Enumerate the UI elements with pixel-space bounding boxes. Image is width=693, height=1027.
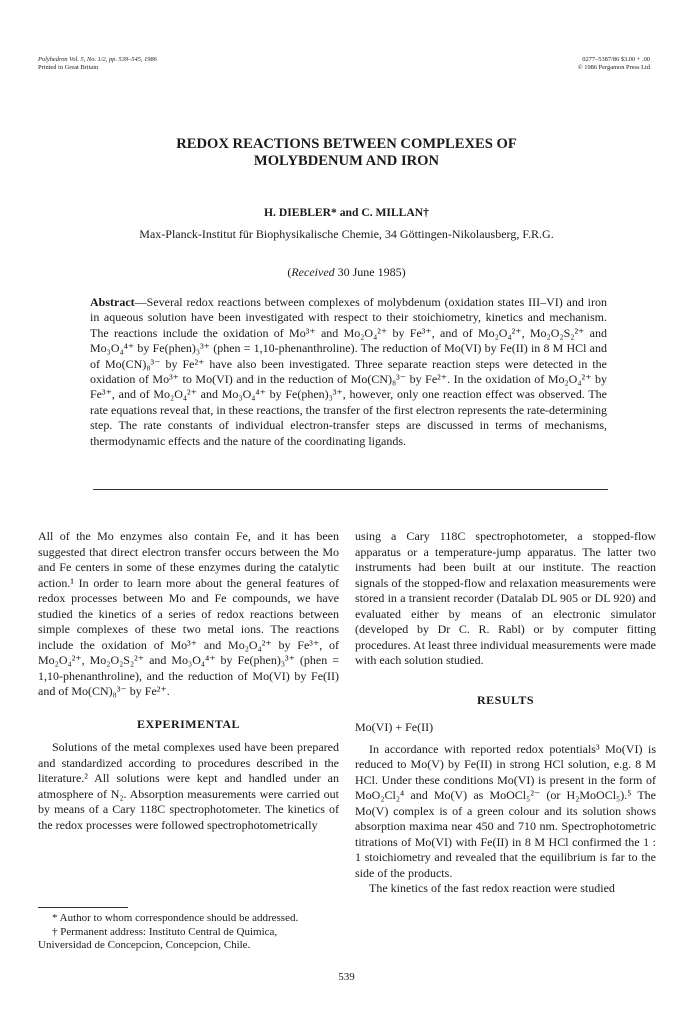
methods-paragraph: using a Cary 118C spectrophotometer, a stopped-flow apparatus or a temperature-jump apparatus. The latter two instruments had been built at our institute. The reaction signals of the stopped-flow and relaxation measurements were stored in a transient recorder (Datalab DL 905 or DL 920) and evaluated either by means of an electronic simulator (developed by Dr C. R. Rabl) or by computer fitting procedures. At least three individual measurements were made with each solution studied. bbox=[355, 529, 656, 667]
abstract-divider bbox=[93, 489, 608, 490]
right-column bbox=[355, 529, 656, 897]
received-label: Received bbox=[291, 265, 335, 279]
abstract bbox=[90, 295, 607, 449]
title-line-2: MOLYBDENUM AND IRON bbox=[253, 153, 440, 169]
journal-header-left bbox=[38, 56, 157, 72]
article-authors: H. DIEBLER* and C. MILLAN† bbox=[264, 206, 429, 219]
footnote-permanent-2: Universidad de Concepcion, Concepcion, Chile. bbox=[38, 939, 251, 951]
page-number: 539 bbox=[338, 971, 355, 983]
footnotes bbox=[38, 912, 339, 953]
article-title bbox=[60, 136, 633, 170]
received-date: (Received 30 June 1985) bbox=[287, 265, 406, 279]
footnote-permanent-1: † Permanent address: Instituto Central de Quimica, bbox=[52, 925, 278, 938]
printed-in: Printed in Great Britain bbox=[38, 64, 99, 71]
results-subheading: Mo(VI) + Fe(II) bbox=[355, 720, 434, 734]
journal-citation: Polyhedron Vol. 5, No. 1/2, pp. 539–545, 1986 bbox=[38, 56, 157, 63]
title-line-1: REDOX REACTIONS BETWEEN COMPLEXES OF bbox=[176, 136, 517, 152]
issn-price: 0277–5387/86 $3.00 + .00 bbox=[582, 56, 650, 63]
experimental-paragraph: Solutions of the metal complexes used have been prepared and standardized according to procedures described in the literature.² All solutions were kept and handled under an atmosphere of N₂. Absorption measurements were carried out by means of a Cary 118C spectrophotometer. The kinetics of the redox processes were followed spectrophotometrically bbox=[38, 740, 339, 832]
results-paragraph-2: The kinetics of the fast redox reaction were studied bbox=[369, 881, 615, 895]
author-affiliation: Max-Planck-Institut für Biophysikalische Chemie, 34 Göttingen-Nikolausberg, F.R.G. bbox=[139, 227, 554, 241]
results-paragraph: In accordance with reported redox potentials³ Mo(VI) is reduced to Mo(V) by Fe(II) in strong HCl solution, e.g. 8 M HCl. Under these conditions Mo(VI) is present in the form of MoO₂Cl₂⁴ and Mo(V) as MoOCl₅²⁻ (or H₂MoOCl₅).⁵ The Mo(V) complex is of a green colour and its solution shows absorption maxima near 450 and 710 nm. Spectrophotometric titrations of Mo(VI) with Fe(II) in 8 M HCl confirmed the 1 : 1 stoichiometry and revealed that the equilibrium is far to the side of the products. bbox=[355, 741, 656, 880]
left-column bbox=[38, 529, 339, 833]
experimental-heading: EXPERIMENTAL bbox=[136, 716, 241, 731]
footnote-corresponding: * Author to whom correspondence should be addressed. bbox=[52, 912, 299, 924]
copyright: © 1986 Pergamon Press Ltd bbox=[577, 64, 650, 71]
intro-paragraph: All of the Mo enzymes also contain Fe, and it has been suggested that direct electron transfer occurs between the Mo and Fe centers in some of these enzymes during the catalytic action.¹ In order to learn more about the general features of redox processes between Mo and Fe compounds, we have studied the kinetics of a series of redox reactions between simple complexes of these two metal ions. The reactions include the oxidation of Mo³⁺ and Mo₂O₄²⁺ by Fe³⁺, of Mo₂O₄²⁺, Mo₂O₂S₂²⁺ and Mo₃O₄⁴⁺ by Fe(phen)₃³⁺ (phen = 1,10-phenanthroline), and the reduction of Mo(VI) by Fe(II) and of Mo(CN)₈³⁻ by Fe²⁺. bbox=[38, 529, 339, 698]
received-date-value: 30 June 1985 bbox=[337, 265, 402, 279]
abstract-label: Abstract bbox=[90, 295, 135, 309]
journal-header-right bbox=[578, 56, 650, 72]
abstract-text: —Several redox reactions between complexes of molybdenum (oxidation states III–VI) and iron in aqueous solution have been investigated with respect to their stoichiometry, kinetics and mechanism. The reactions include the oxidation of Mo³⁺ and Mo₂O₄²⁺ by Fe³⁺, and of Mo₂O₄²⁺, Mo₂O₂S₂²⁺ and Mo₃O₄⁴⁺ by Fe(phen)₃³⁺ (phen = 1,10-phenanthroline). The reduction of Mo(VI) by Fe(II) in 8 M HCl and of Mo(CN)₈³⁻ by Fe²⁺ have also been investigated. Three separate reaction steps were detected in the oxidation of Mo³⁺ to Mo(VI) and in the reduction of Mo(CN)₈³⁻ by Fe²⁺. In the oxidation of Mo₂O₄²⁺ by Fe³⁺, and of Mo₂O₄²⁺ and Mo₃O₄⁴⁺ by Fe(phen)₃³⁺, however, only one reaction effect was observed. The rate equations reveal that, in these reactions, the transfer of the first electron represents the rate-determining step. The rate constants of individual electron-transfer steps are discussed in terms of mechanisms, thermodynamic effects and the nature of the coordinating ligands. bbox=[90, 295, 607, 448]
results-heading: RESULTS bbox=[476, 692, 535, 707]
footnote-divider bbox=[38, 907, 128, 908]
